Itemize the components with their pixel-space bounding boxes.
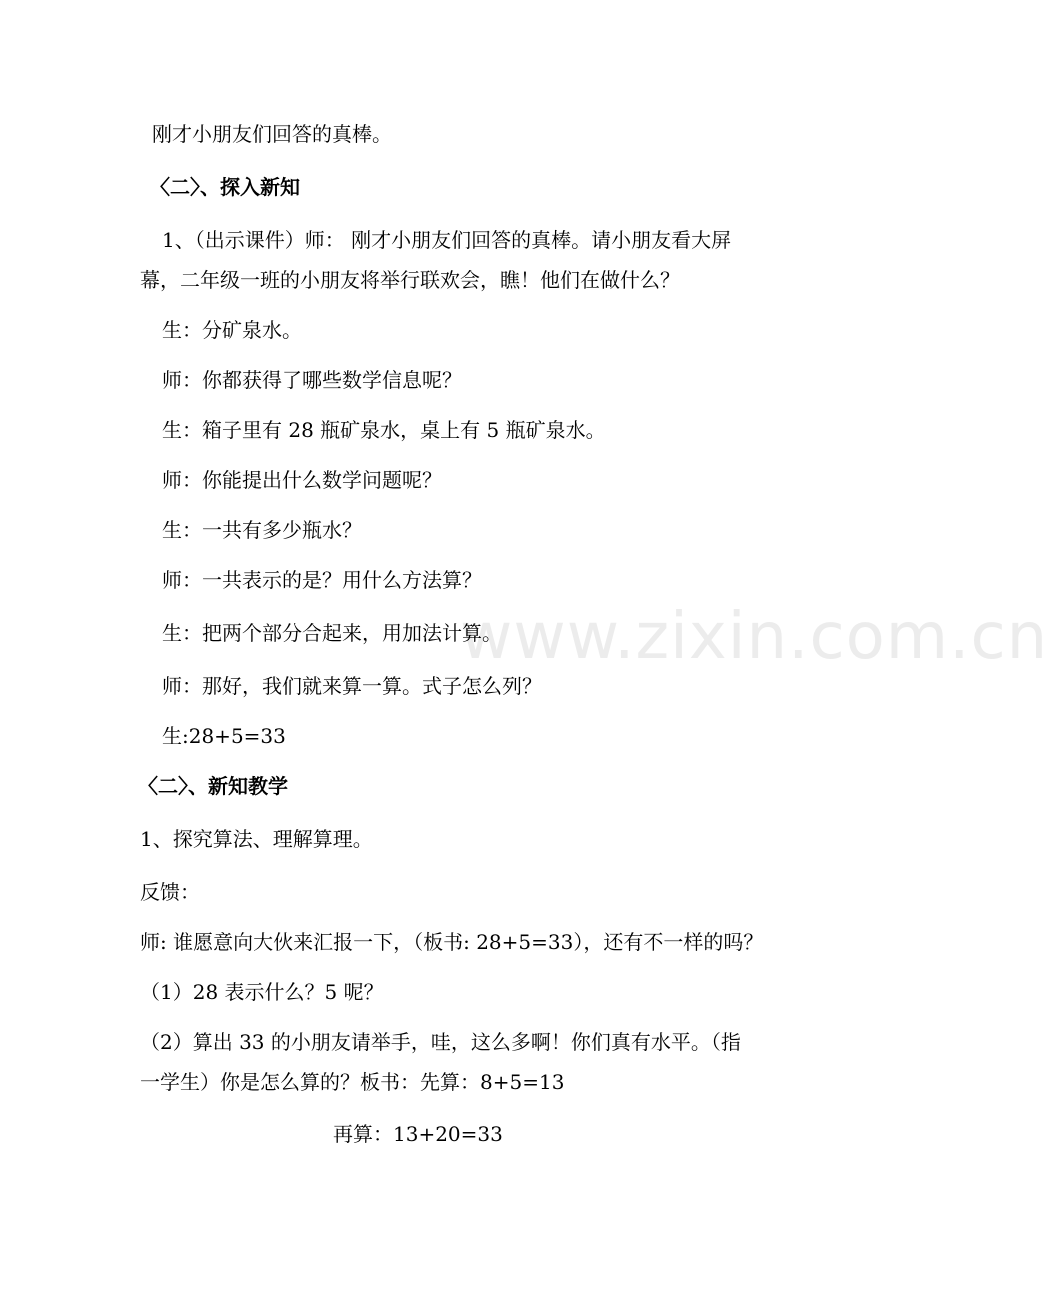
paragraph-line: 1、（出示课件）师： 刚才小朋友们回答的真棒。请小朋友看大屏 <box>162 228 732 252</box>
section-heading: 〈二〉、探入新知 <box>150 175 300 199</box>
dialogue-line: 生：把两个部分合起来，用加法计算。 <box>162 621 502 645</box>
watermark: www.zixin.com.cn <box>460 600 1048 674</box>
paragraph-line: （2）算出 33 的小朋友请举手，哇，这么多啊！你们真有水平。（指 <box>140 1030 741 1054</box>
paragraph-line: （1）28 表示什么？5 呢？ <box>140 980 384 1004</box>
section-heading: 〈二〉、新知教学 <box>138 774 288 798</box>
paragraph-line: 刚才小朋友们回答的真棒。 <box>152 122 392 146</box>
dialogue-line: 生：箱子里有 28 瓶矿泉水，桌上有 5 瓶矿泉水。 <box>162 418 606 442</box>
dialogue-line: 师：一共表示的是？用什么方法算？ <box>162 568 482 592</box>
paragraph-line: 再算：13+20=33 <box>333 1122 503 1146</box>
paragraph-line: 幕，二年级一班的小朋友将举行联欢会，瞧！他们在做什么？ <box>140 268 680 292</box>
dialogue-line: 生:28+5=33 <box>162 724 286 748</box>
dialogue-line: 师：那好，我们就来算一算。式子怎么列？ <box>162 674 542 698</box>
dialogue-line: 生：一共有多少瓶水？ <box>162 518 362 542</box>
paragraph-line: 反馈： <box>140 880 200 904</box>
dialogue-line: 生：分矿泉水。 <box>162 318 302 342</box>
dialogue-line: 师：你都获得了哪些数学信息呢？ <box>162 368 462 392</box>
dialogue-line: 师：你能提出什么数学问题呢？ <box>162 468 442 492</box>
paragraph-line: 一学生）你是怎么算的？板书：先算：8+5=13 <box>140 1070 565 1094</box>
paragraph-line: 1、探究算法、理解算理。 <box>140 827 373 851</box>
paragraph-line: 师: 谁愿意向大伙来汇报一下，（板书: 28+5=33），还有不一样的吗？ <box>140 930 764 954</box>
